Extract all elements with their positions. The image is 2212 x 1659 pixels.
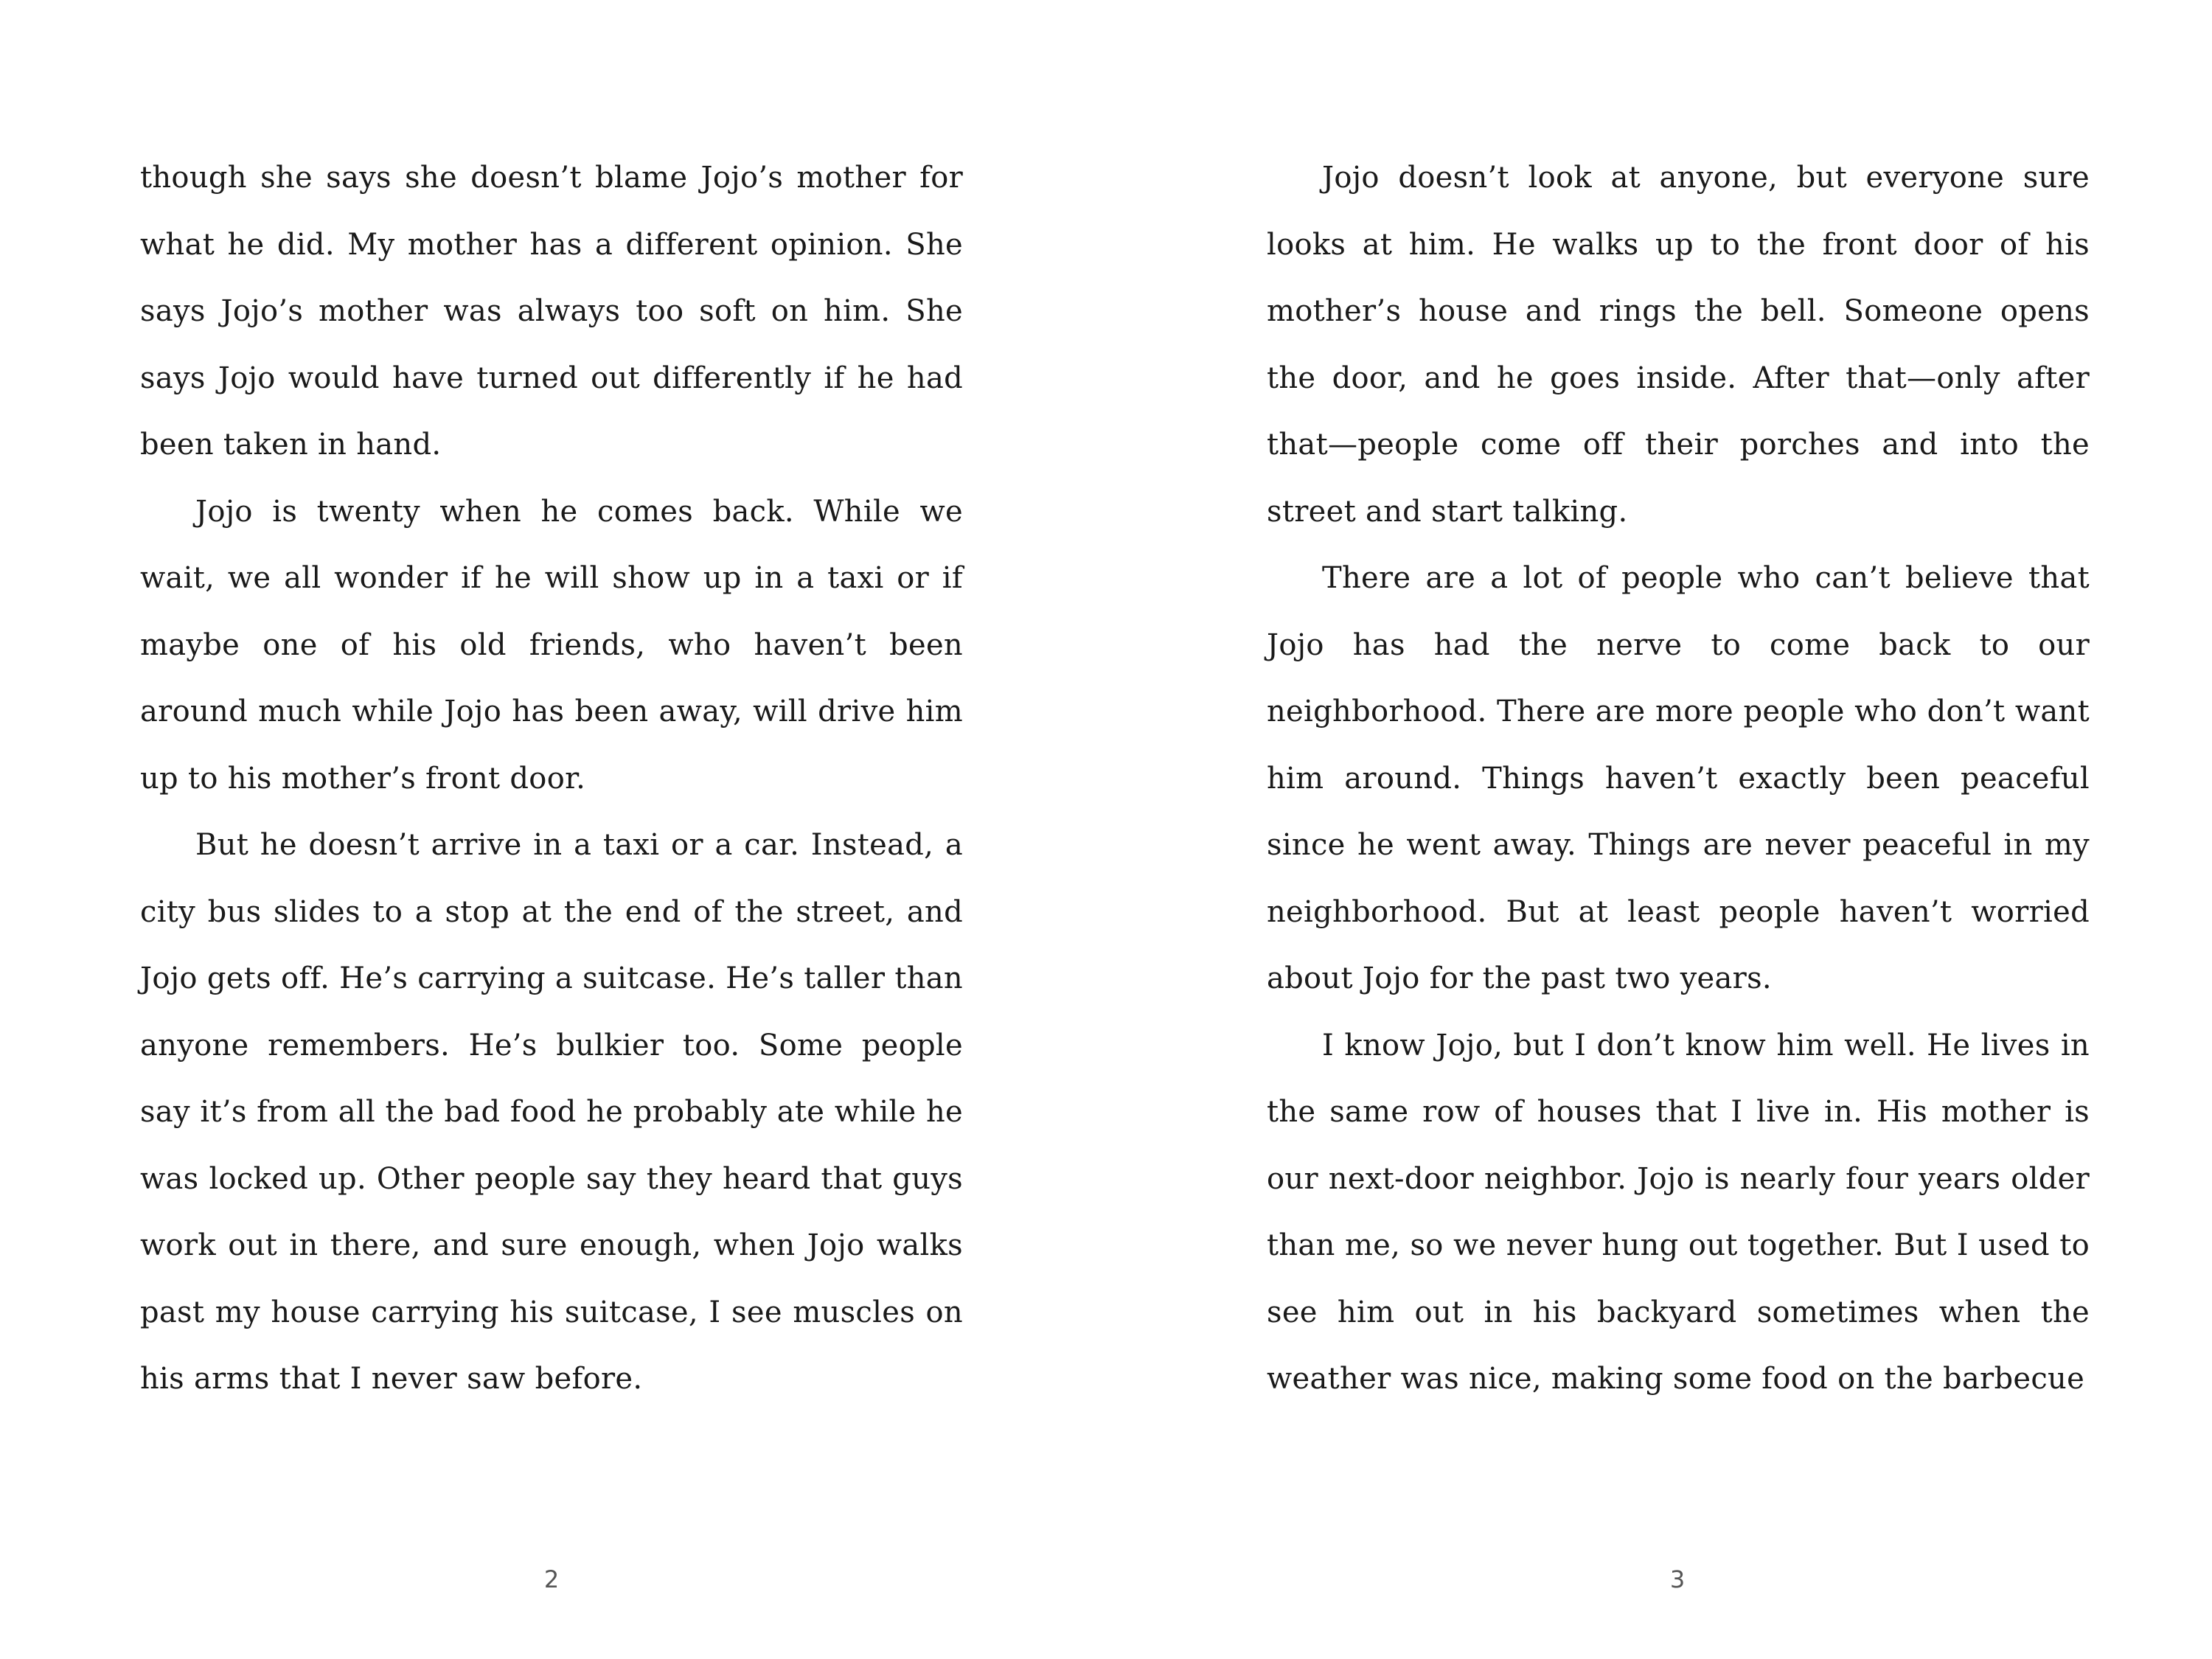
- right-page: [1106, 0, 2212, 1659]
- right-page-text: [1267, 145, 2090, 1413]
- paragraph: though she says she doesn’t blame Jojo’s mother for what he did. My mother has a different opinion. She says Jojo’s mother was always too soft on him. She says Jojo would have turned out differently if he had been taken in hand.: [140, 161, 963, 462]
- paragraph: But he doesn’t arrive in a taxi or a car. Instead, a city bus slides to a stop at the end of the street, and Jojo gets off. He’s carrying a suitcase. He’s taller than anyone remembers. He’s bulkier too. Some people say it’s from all the bad food he probably ate while he was locked up. Other people say they heard that guys work out in there, and sure enough, when Jojo walks past my house carrying his suitcase, I see muscles on his arms that I never saw before.: [140, 828, 963, 1396]
- paragraph: Jojo doesn’t look at anyone, but everyone sure looks at him. He walks up to the front door of his mother’s house and rings the bell. Someone opens the door, and he goes inside. After that—only after that—people come off their porches and into the street and start talking.: [1267, 161, 2090, 529]
- paragraph: Jojo is twenty when he comes back. While we wait, we all wonder if he will show up in a taxi or if maybe one of his old friends, who haven’t been around much while Jojo has been away, will drive him up to his mother’s front door.: [140, 494, 963, 796]
- paragraph: There are a lot of people who can’t believe that Jojo has had the nerve to come back to our neighborhood. There are more people who don’t want him around. Things haven’t exactly been peaceful since he went away. Things are never peaceful in my neighborhood. But at least people haven’t worried about Jojo for the past two years.: [1267, 561, 2090, 995]
- page-number: 3: [1669, 1565, 1686, 1593]
- left-page-text: [140, 145, 963, 1413]
- page-number: 2: [543, 1565, 560, 1593]
- paragraph: I know Jojo, but I don’t know him well. He lives in the same row of houses that I live in. His mother is our next-door neighbor. Jojo is nearly four years older than me, so we never hung out together. But I used to see him out in his backyard sometimes when the weather was nice, making some food on the barbecue: [1267, 1028, 2090, 1396]
